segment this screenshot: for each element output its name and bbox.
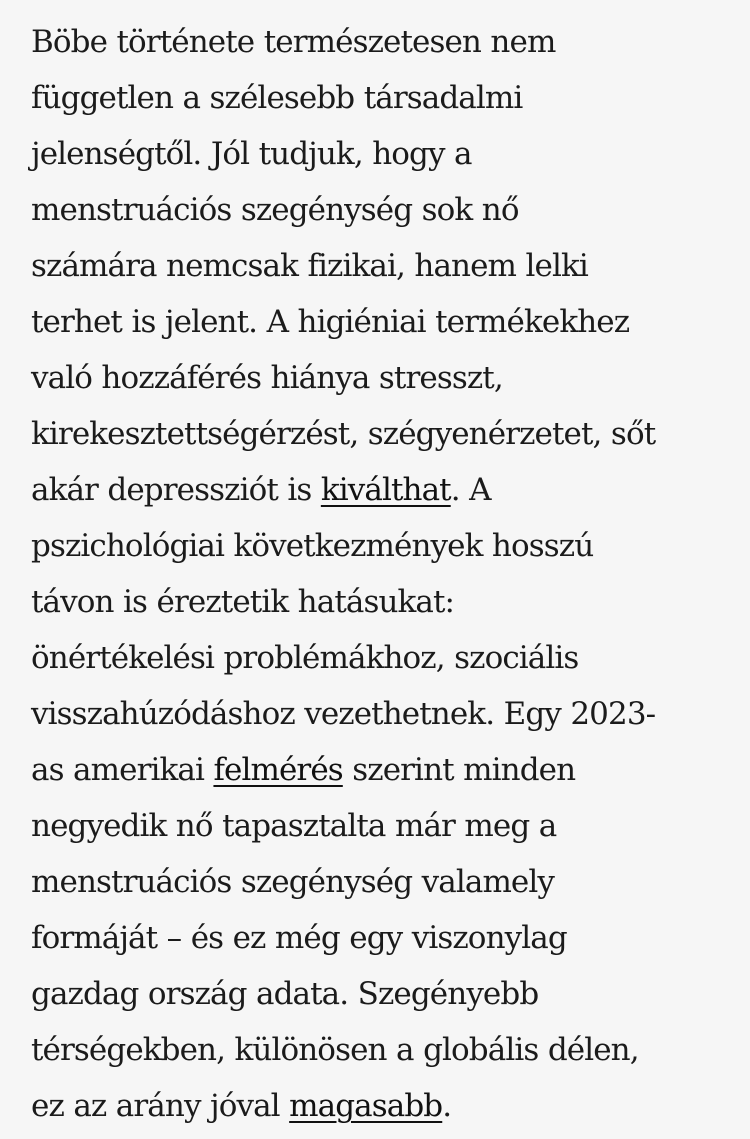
paragraph-line: jelenségtől. Jól tudjuk, hogy a [31,136,472,172]
kivalthat-link[interactable]: kiválthat [320,472,451,508]
paragraph-line: térségekben, különösen a globális délen, [31,1032,639,1068]
paragraph-line: Böbe története természetesen nem [31,24,556,60]
paragraph-line: önértékelési problémákhoz, szociális [31,640,579,676]
line-text-before-link: ez az arány jóval [31,1088,290,1124]
paragraph-line: számára nemcsak fizikai, hanem lelki [31,248,588,284]
paragraph-line: való hozzáférés hiánya stresszt, [31,360,503,396]
line-text-before-link: as amerikai [31,752,214,788]
paragraph-line: távon is éreztetik hatásukat: [31,584,455,620]
paragraph-line: független a szélesebb társadalmi [31,80,523,116]
line-text-after-link: . A [450,472,491,508]
magasabb-link[interactable]: magasabb [289,1088,443,1124]
line-text-after-link: szerint minden [342,752,576,788]
felmeres-link[interactable]: felmérés [213,752,343,788]
paragraph-line: menstruációs szegénység valamely [31,864,555,900]
paragraph-line-with-link [31,1078,750,1134]
paragraph-line: gazdag ország adata. Szegényebb [31,976,539,1012]
paragraph-line: terhet is jelent. A higiéniai termékekhez [31,304,630,340]
paragraph-line: visszahúzódáshoz vezethetnek. Egy 2023- [31,696,656,732]
paragraph-line: kirekesztettségérzést, szégyenérzetet, sőt [31,416,656,452]
line-text-before-link: akár depressziót is [31,472,321,508]
paragraph-line: menstruációs szegénység sok nő [31,192,519,228]
article-paragraph [31,14,750,1134]
paragraph-line: negyedik nő tapasztalta már meg a [31,808,557,844]
paragraph-line-with-link [31,462,750,518]
paragraph-line: formáját – és ez még egy viszonylag [31,920,567,956]
paragraph-line: pszichológiai következmények hosszú [31,528,594,564]
line-text-after-link: . [442,1088,452,1124]
paragraph-line-with-link [31,742,750,798]
